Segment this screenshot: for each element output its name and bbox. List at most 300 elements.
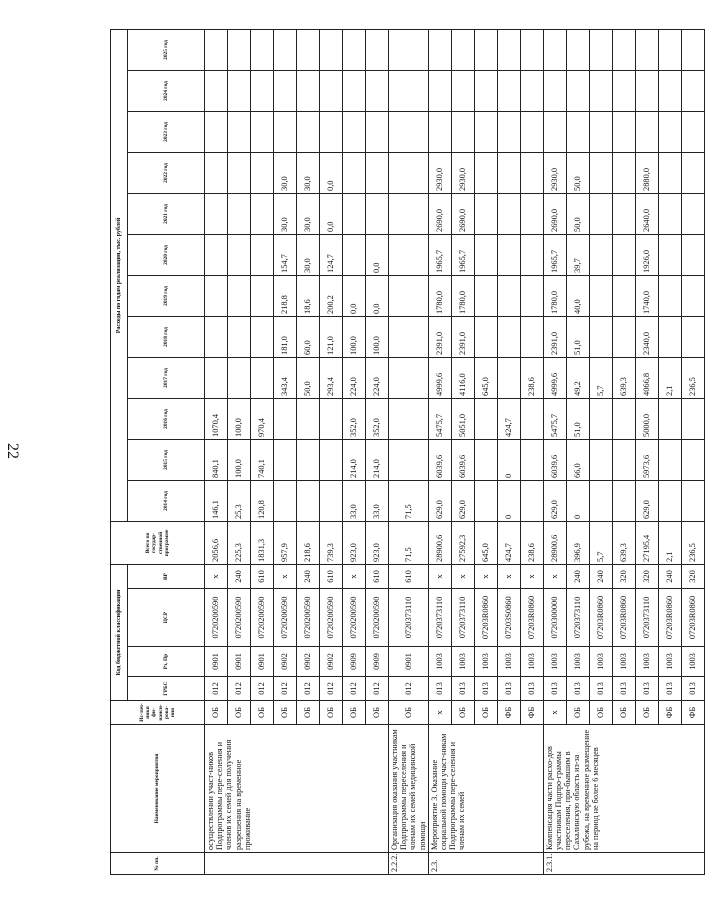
year-value-cell: 2930,0 [451, 152, 474, 193]
year-value-cell: 5,7 [589, 357, 612, 398]
csr-cell: 0720373110 [566, 589, 589, 647]
year-value-cell: 2391,0 [543, 316, 566, 357]
year-value-cell: 236,5 [681, 357, 704, 398]
year-value-cell [612, 439, 635, 480]
budget-table [110, 29, 705, 875]
item-name-cell: Мероприятие 3. Оказание социальной помощи участ-никам Подпрограммы пере-селения и членам их семей [428, 725, 543, 853]
year-value-cell: 218,8 [274, 275, 297, 316]
rzpr-cell: 1003 [612, 647, 635, 677]
year-header: 2018 год [128, 316, 205, 357]
year-value-cell [320, 111, 343, 152]
rzpr-cell: 1003 [451, 647, 474, 677]
year-value-cell [589, 439, 612, 480]
grbs-cell: 012 [389, 677, 429, 701]
year-value-cell [566, 70, 589, 111]
csr-cell: 0720200590 [343, 589, 366, 647]
year-value-cell [543, 29, 566, 70]
total-cell: 225,3 [228, 521, 251, 564]
year-value-cell [520, 111, 543, 152]
year-value-cell: 200,2 [320, 275, 343, 316]
year-value-cell: 66,0 [566, 439, 589, 480]
rzpr-cell: 1003 [681, 647, 704, 677]
year-value-cell [497, 275, 520, 316]
year-value-cell [251, 70, 274, 111]
rzpr-cell: 0901 [251, 647, 274, 677]
year-value-cell [320, 480, 343, 521]
vr-cell: x [274, 564, 297, 588]
year-value-cell [389, 439, 429, 480]
source-cell: ОБ [589, 701, 612, 725]
year-value-cell: 1965,7 [451, 234, 474, 275]
year-value-cell: 100,0 [228, 439, 251, 480]
year-value-cell [589, 234, 612, 275]
year-value-cell [389, 152, 429, 193]
year-value-cell: 100,0 [366, 316, 389, 357]
source-cell: ОБ [635, 701, 658, 725]
csr-cell: 0720373110 [389, 589, 429, 647]
year-value-cell [635, 70, 658, 111]
year-value-cell [297, 398, 320, 439]
year-value-cell: 2340,0 [635, 316, 658, 357]
year-value-cell [343, 70, 366, 111]
year-value-cell: 0 [497, 439, 520, 480]
year-value-cell [658, 152, 681, 193]
year-value-cell: 214,0 [343, 439, 366, 480]
vr-cell: 320 [635, 564, 658, 588]
year-value-cell [389, 398, 429, 439]
col-no-header: № пп. [111, 853, 205, 875]
year-value-cell [612, 234, 635, 275]
col-rzpr-header: Рз, Пр [128, 647, 205, 677]
col-csr-header: ЦСР [128, 589, 205, 647]
year-value-cell [589, 275, 612, 316]
source-cell: ОБ [251, 701, 274, 725]
year-value-cell: 30,0 [274, 152, 297, 193]
year-value-cell [612, 193, 635, 234]
year-value-cell [474, 234, 497, 275]
vr-cell: x [474, 564, 497, 588]
csr-cell: 0720373110 [428, 589, 451, 647]
year-value-cell [589, 193, 612, 234]
year-value-cell [474, 480, 497, 521]
grbs-cell: 013 [520, 677, 543, 701]
rzpr-cell: 0902 [320, 647, 343, 677]
year-value-cell: 4999,6 [428, 357, 451, 398]
year-value-cell: 100,0 [228, 398, 251, 439]
year-value-cell: 2880,0 [635, 152, 658, 193]
item-number-cell: 2.3.1. [543, 853, 704, 875]
vr-cell: 320 [681, 564, 704, 588]
expenses-group-header: Расходы по годам реализации, тыс. рублей [111, 29, 128, 521]
total-cell: 739,3 [320, 521, 343, 564]
year-value-cell [389, 29, 429, 70]
year-value-cell [543, 111, 566, 152]
rzpr-cell: 1003 [497, 647, 520, 677]
year-value-cell [612, 480, 635, 521]
year-value-cell: 629,0 [543, 480, 566, 521]
vr-cell: 610 [366, 564, 389, 588]
year-value-cell: 0,0 [366, 234, 389, 275]
year-value-cell [274, 398, 297, 439]
year-value-cell [389, 111, 429, 152]
source-cell: ОБ [389, 701, 429, 725]
year-value-cell [520, 439, 543, 480]
year-value-cell [274, 70, 297, 111]
csr-cell: 0720373110 [451, 589, 474, 647]
item-number-cell: 2.3. [428, 853, 543, 875]
year-value-cell [428, 111, 451, 152]
year-value-cell: 1740,0 [635, 275, 658, 316]
year-value-cell [612, 398, 635, 439]
grbs-cell: 013 [612, 677, 635, 701]
csr-cell: 07203R0860 [589, 589, 612, 647]
year-value-cell [474, 398, 497, 439]
vr-cell: x [451, 564, 474, 588]
vr-cell: 610 [320, 564, 343, 588]
vr-cell: x [428, 564, 451, 588]
rotated-page [110, 30, 698, 875]
year-value-cell [274, 29, 297, 70]
year-value-cell [366, 70, 389, 111]
year-value-cell: 0 [566, 480, 589, 521]
year-value-cell [474, 193, 497, 234]
year-value-cell: 181,0 [274, 316, 297, 357]
year-value-cell [205, 234, 228, 275]
year-value-cell: 30,0 [297, 234, 320, 275]
grbs-cell: 012 [205, 677, 228, 701]
year-value-cell [520, 70, 543, 111]
total-cell: 923,0 [366, 521, 389, 564]
year-value-cell [658, 275, 681, 316]
total-cell: 645,0 [474, 521, 497, 564]
source-cell: x [428, 701, 451, 725]
year-value-cell: 2640,0 [635, 193, 658, 234]
year-value-cell: 2930,0 [543, 152, 566, 193]
year-value-cell: 0 [497, 480, 520, 521]
grbs-cell: 012 [343, 677, 366, 701]
rzpr-cell: 0909 [366, 647, 389, 677]
year-value-cell [474, 152, 497, 193]
year-value-cell [520, 29, 543, 70]
item-number-cell: 2.2.2. [389, 853, 429, 875]
csr-cell: 0720300000 [543, 589, 566, 647]
year-value-cell: 2690,0 [428, 193, 451, 234]
year-value-cell [612, 29, 635, 70]
year-value-cell: 740,1 [251, 439, 274, 480]
year-value-cell [658, 316, 681, 357]
year-value-cell [658, 70, 681, 111]
year-value-cell: 629,0 [451, 480, 474, 521]
rzpr-cell: 0909 [343, 647, 366, 677]
col-name-header: Наименование мероприятия [111, 725, 205, 853]
year-value-cell: 352,0 [366, 398, 389, 439]
vr-cell: x [343, 564, 366, 588]
year-value-cell: 5475,7 [543, 398, 566, 439]
year-value-cell [297, 439, 320, 480]
year-value-cell [658, 193, 681, 234]
year-header: 2025 год [128, 29, 205, 70]
year-value-cell: 100,0 [343, 316, 366, 357]
year-value-cell: 1965,7 [428, 234, 451, 275]
csr-cell: 0720200590 [205, 589, 228, 647]
year-value-cell [228, 29, 251, 70]
grbs-cell: 012 [251, 677, 274, 701]
year-value-cell [497, 316, 520, 357]
table-header [111, 29, 205, 874]
year-value-cell [589, 152, 612, 193]
year-value-cell [474, 29, 497, 70]
source-cell: ОБ [612, 701, 635, 725]
total-cell: 28900,6 [428, 521, 451, 564]
year-value-cell [681, 234, 704, 275]
grbs-cell: 012 [366, 677, 389, 701]
year-value-cell [497, 111, 520, 152]
year-value-cell: 970,4 [251, 398, 274, 439]
grbs-cell: 013 [566, 677, 589, 701]
source-cell: ОБ [320, 701, 343, 725]
year-value-cell [228, 275, 251, 316]
table-row [389, 29, 429, 874]
year-value-cell [612, 316, 635, 357]
year-value-cell: 30,0 [297, 193, 320, 234]
year-value-cell [205, 111, 228, 152]
year-value-cell: 33,0 [343, 480, 366, 521]
year-value-cell [658, 234, 681, 275]
year-value-cell [589, 111, 612, 152]
year-value-cell [428, 70, 451, 111]
grbs-cell: 013 [451, 677, 474, 701]
source-cell: ФБ [658, 701, 681, 725]
year-value-cell [681, 111, 704, 152]
year-value-cell: 51,0 [566, 316, 589, 357]
year-value-cell [474, 439, 497, 480]
col-vr-header: ВР [128, 564, 205, 588]
year-value-cell [274, 439, 297, 480]
year-value-cell [612, 275, 635, 316]
csr-cell: 0720200590 [320, 589, 343, 647]
rzpr-cell: 1003 [474, 647, 497, 677]
csr-cell: 0720200590 [251, 589, 274, 647]
source-cell: ФБ [681, 701, 704, 725]
year-value-cell [658, 111, 681, 152]
year-value-cell [658, 439, 681, 480]
source-cell: ОБ [228, 701, 251, 725]
year-value-cell [205, 357, 228, 398]
total-cell: 957,9 [274, 521, 297, 564]
year-value-cell [612, 70, 635, 111]
year-value-cell [389, 316, 429, 357]
year-value-cell: 2,1 [658, 357, 681, 398]
year-value-cell [343, 193, 366, 234]
year-value-cell: 2690,0 [451, 193, 474, 234]
year-value-cell [520, 398, 543, 439]
vr-cell: x [543, 564, 566, 588]
vr-cell: 610 [389, 564, 429, 588]
year-value-cell [681, 193, 704, 234]
year-value-cell [205, 316, 228, 357]
grbs-cell: 012 [274, 677, 297, 701]
year-value-cell [681, 70, 704, 111]
vr-cell: x [205, 564, 228, 588]
year-value-cell [635, 111, 658, 152]
csr-cell: 07203S0860 [497, 589, 520, 647]
total-cell: 218,6 [297, 521, 320, 564]
source-cell: x [543, 701, 566, 725]
year-value-cell [451, 29, 474, 70]
item-name-cell: Организация оказания участникам Подпрограммы переселения и членам их семей медицинской помощи [389, 725, 429, 853]
table-row [543, 29, 566, 874]
year-header: 2024 год [128, 70, 205, 111]
year-value-cell [451, 70, 474, 111]
year-value-cell: 1780,0 [451, 275, 474, 316]
rzpr-cell: 1003 [543, 647, 566, 677]
grbs-cell: 012 [228, 677, 251, 701]
total-cell: 1831,3 [251, 521, 274, 564]
year-header: 2015 год [128, 439, 205, 480]
year-value-cell [366, 111, 389, 152]
year-value-cell: 5475,7 [428, 398, 451, 439]
year-value-cell [612, 152, 635, 193]
item-name-cell: осуществлении участ-ников Подпрограммы пере-селения и членов их семей для получения разрешения на временное проживание [205, 725, 389, 853]
year-value-cell: 50,0 [297, 357, 320, 398]
year-value-cell [589, 480, 612, 521]
year-value-cell: 5051,0 [451, 398, 474, 439]
year-value-cell [566, 29, 589, 70]
year-value-cell [474, 275, 497, 316]
year-header: 2022 год [128, 152, 205, 193]
year-value-cell: 6039,6 [543, 439, 566, 480]
rzpr-cell: 0901 [228, 647, 251, 677]
year-value-cell [320, 70, 343, 111]
rzpr-cell: 0902 [297, 647, 320, 677]
year-value-cell: 2391,0 [428, 316, 451, 357]
grbs-cell: 012 [320, 677, 343, 701]
grbs-cell: 013 [681, 677, 704, 701]
year-value-cell [497, 29, 520, 70]
year-value-cell [251, 193, 274, 234]
year-value-cell [474, 70, 497, 111]
vr-cell: 240 [297, 564, 320, 588]
year-value-cell [497, 70, 520, 111]
year-value-cell [320, 29, 343, 70]
total-cell: 27592,3 [451, 521, 474, 564]
year-value-cell [366, 152, 389, 193]
grbs-cell: 013 [497, 677, 520, 701]
vr-cell: x [520, 564, 543, 588]
vr-cell: 610 [251, 564, 274, 588]
year-value-cell [635, 29, 658, 70]
total-cell: 2,1 [658, 521, 681, 564]
year-value-cell [228, 70, 251, 111]
csr-cell: 0720373110 [635, 589, 658, 647]
year-value-cell [366, 29, 389, 70]
total-cell: 396,9 [566, 521, 589, 564]
year-value-cell [228, 316, 251, 357]
csr-cell: 07203R0860 [474, 589, 497, 647]
year-value-cell: 4999,6 [543, 357, 566, 398]
year-value-cell: 50,0 [566, 152, 589, 193]
year-value-cell: 2391,0 [451, 316, 474, 357]
year-value-cell: 25,3 [228, 480, 251, 521]
year-value-cell: 40,0 [566, 275, 589, 316]
total-cell: 236,5 [681, 521, 704, 564]
year-value-cell [297, 111, 320, 152]
year-value-cell [343, 111, 366, 152]
year-value-cell [251, 29, 274, 70]
grbs-cell: 013 [635, 677, 658, 701]
year-value-cell [274, 111, 297, 152]
year-value-cell: 0,0 [366, 275, 389, 316]
source-cell: ОБ [205, 701, 228, 725]
year-value-cell: 120,8 [251, 480, 274, 521]
year-value-cell: 124,7 [320, 234, 343, 275]
year-value-cell [251, 316, 274, 357]
year-value-cell [228, 234, 251, 275]
year-value-cell [389, 275, 429, 316]
vr-cell: 240 [566, 564, 589, 588]
source-cell: ОБ [366, 701, 389, 725]
total-cell: 2056,6 [205, 521, 228, 564]
year-value-cell [274, 480, 297, 521]
table-row [428, 29, 451, 874]
year-value-cell [205, 193, 228, 234]
vr-cell: 240 [658, 564, 681, 588]
table-row [205, 29, 228, 874]
year-value-cell [297, 480, 320, 521]
year-value-cell [497, 234, 520, 275]
year-value-cell: 224,0 [366, 357, 389, 398]
year-value-cell: 214,0 [366, 439, 389, 480]
year-value-cell: 4066,8 [635, 357, 658, 398]
rzpr-cell: 0902 [274, 647, 297, 677]
year-value-cell [389, 234, 429, 275]
year-value-cell [589, 29, 612, 70]
year-value-cell: 1926,0 [635, 234, 658, 275]
year-value-cell: 146,1 [205, 480, 228, 521]
year-value-cell [681, 29, 704, 70]
source-cell: ОБ [297, 701, 320, 725]
year-value-cell: 30,0 [274, 193, 297, 234]
source-cell: ОБ [474, 701, 497, 725]
year-value-cell: 6039,6 [428, 439, 451, 480]
year-value-cell: 840,1 [205, 439, 228, 480]
source-cell: ОБ [343, 701, 366, 725]
vr-cell: 240 [589, 564, 612, 588]
year-value-cell [474, 316, 497, 357]
source-cell: ОБ [566, 701, 589, 725]
year-value-cell: 6039,6 [451, 439, 474, 480]
kbk-group-header: Код бюджетной классификации [111, 564, 128, 700]
year-value-cell: 5973,6 [635, 439, 658, 480]
csr-cell: 07203R0860 [658, 589, 681, 647]
col-total-header: Всего по государ-ственной программе [111, 521, 205, 564]
year-value-cell [297, 29, 320, 70]
year-value-cell: 0,0 [320, 193, 343, 234]
year-value-cell [497, 152, 520, 193]
page-number: 22 [4, 443, 21, 459]
total-cell: 27195,4 [635, 521, 658, 564]
year-value-cell [474, 111, 497, 152]
year-value-cell: 1780,0 [428, 275, 451, 316]
year-value-cell [251, 357, 274, 398]
year-value-cell: 645,0 [474, 357, 497, 398]
year-value-cell: 30,0 [297, 152, 320, 193]
grbs-cell: 013 [543, 677, 566, 701]
year-value-cell [428, 29, 451, 70]
year-value-cell [343, 29, 366, 70]
year-value-cell: 424,7 [497, 398, 520, 439]
rzpr-cell: 1003 [566, 647, 589, 677]
